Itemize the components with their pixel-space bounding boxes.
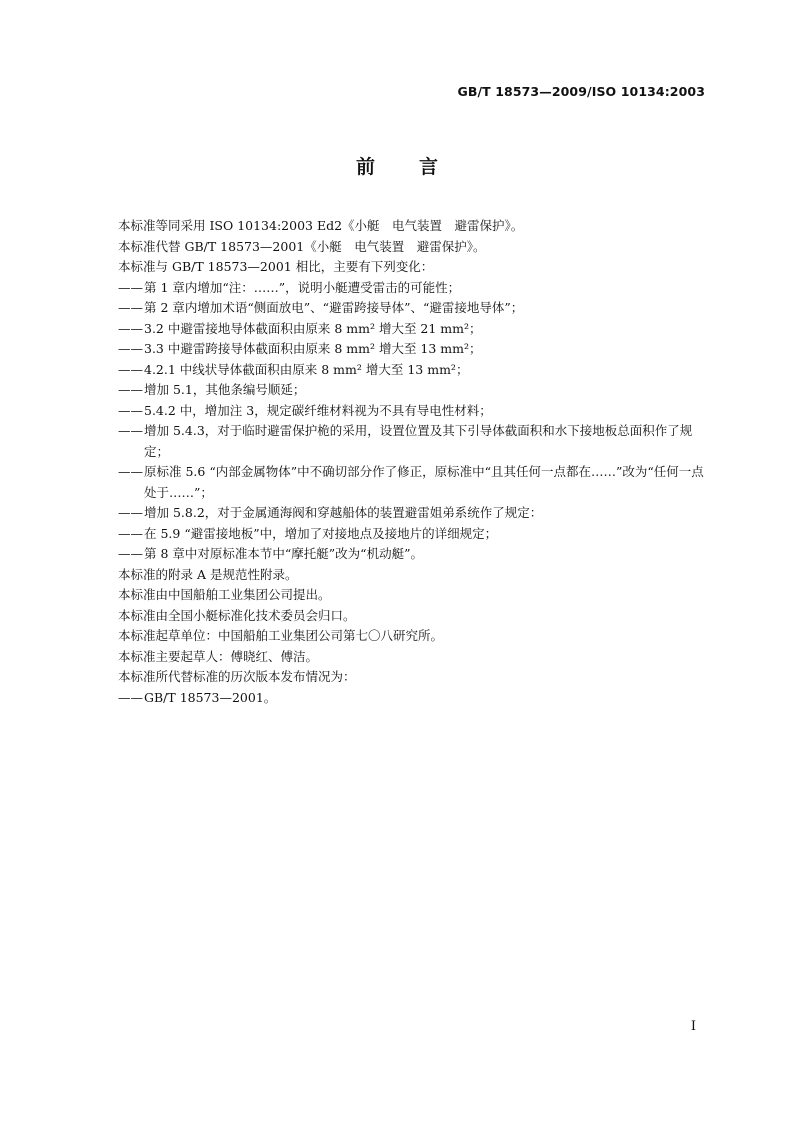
dash-marker: ——: [118, 423, 143, 438]
paragraph-annex: 本标准的附录 A 是规范性附录。: [118, 566, 298, 582]
paragraph-changes-intro: 本标准与 GB/T 18573—2001 相比，主要有下列变化：: [118, 259, 434, 274]
change-item: [118, 421, 708, 462]
change-item: [118, 524, 708, 545]
dash-marker: ——: [118, 382, 143, 397]
change-item: [118, 339, 708, 360]
change-item: [118, 278, 708, 299]
change-item: [118, 462, 708, 503]
change-item-text: 在 5.9 “避雷接地板”中，增加了对接地点及接地片的详细规定；: [144, 525, 498, 541]
title-char-1: 前: [355, 156, 375, 178]
dash-marker: ——: [118, 505, 143, 520]
change-item: [118, 298, 708, 319]
page-number: I: [690, 1019, 696, 1034]
dash-marker: ——: [118, 546, 143, 561]
change-item: [118, 360, 708, 381]
paragraph-adoption: 本标准等同采用 ISO 10134:2003 Ed2《小艇 电气装置 避雷保护》。: [118, 218, 524, 233]
change-item: [118, 401, 708, 422]
page-title: [0, 152, 794, 179]
change-item-text: 增加 5.4.3，对于临时避雷保护桅的采用，设置位置及其下引导体截面积和水下接地板总面积作了规定；: [144, 423, 693, 459]
dash-marker: ——: [118, 320, 143, 336]
change-item-text: 3.3 中避雷跨接导体截面积由原来 8 mm² 增大至 13 mm²；: [144, 341, 482, 356]
dash-marker: ——: [118, 525, 143, 541]
paragraph-drafting-unit: 本标准起草单位：中国船舶工业集团公司第七〇八研究所。: [118, 628, 444, 643]
history-item: [118, 688, 708, 709]
dash-marker: ——: [118, 402, 143, 418]
change-item-text: 第 2 章内增加术语“侧面放电”、“避雷跨接导体”、“避雷接地导体”；: [144, 300, 524, 315]
dash-marker: ——: [118, 689, 143, 705]
change-item: [118, 503, 708, 524]
dash-marker: ——: [118, 341, 143, 356]
change-item: [118, 544, 708, 565]
paragraph-drafters: 本标准主要起草人：傅晓红、傅洁。: [118, 648, 319, 664]
change-item-text: 增加 5.1，其他条编号顺延；: [144, 382, 306, 397]
change-item-text: 第 1 章内增加“注：……”，说明小艇遭受雷击的可能性；: [144, 279, 461, 295]
paragraph-history-intro: 本标准所代替标准的历次版本发布情况为：: [118, 669, 356, 684]
history-item-text: GB/T 18573—2001。: [144, 689, 277, 705]
change-item-text: 4.2.1 中线状导体截面积由原来 8 mm² 增大至 13 mm²；: [144, 361, 469, 377]
foreword-body: [118, 216, 708, 708]
paragraph-replaces: 本标准代替 GB/T 18573—2001《小艇 电气装置 避雷保护》。: [118, 238, 486, 254]
dash-marker: ——: [118, 279, 143, 295]
title-char-2: 言: [419, 156, 439, 178]
change-item: [118, 319, 708, 340]
change-item-text: 5.4.2 中，增加注 3，规定碳纤维材料视为不具有导电性材料；: [144, 402, 492, 418]
paragraph-committee: 本标准由全国小艇标准化技术委员会归口。: [118, 607, 356, 623]
change-item-text: 第 8 章中对原标准本节中“摩托艇”改为“机动艇”。: [144, 546, 423, 561]
dash-marker: ——: [118, 361, 143, 377]
change-item: [118, 380, 708, 401]
change-item-text: 增加 5.8.2，对于金属通海阀和穿越船体的装置避雷姐弟系统作了规定：: [144, 505, 543, 520]
paragraph-proposer: 本标准由中国船舶工业集团公司提出。: [118, 587, 331, 602]
standard-code-header: GB/T 18573—2009/ISO 10134:2003: [457, 84, 705, 99]
change-item-text: 3.2 中避雷接地导体截面积由原来 8 mm² 增大至 21 mm²；: [144, 320, 482, 336]
change-item-text: 原标准 5.6 “内部金属物体”中不确切部分作了修正，原标准中“且其任何一点都在……”改为“任何一点处于……”；: [144, 464, 704, 500]
dash-marker: ——: [118, 300, 143, 315]
dash-marker: ——: [118, 464, 143, 479]
